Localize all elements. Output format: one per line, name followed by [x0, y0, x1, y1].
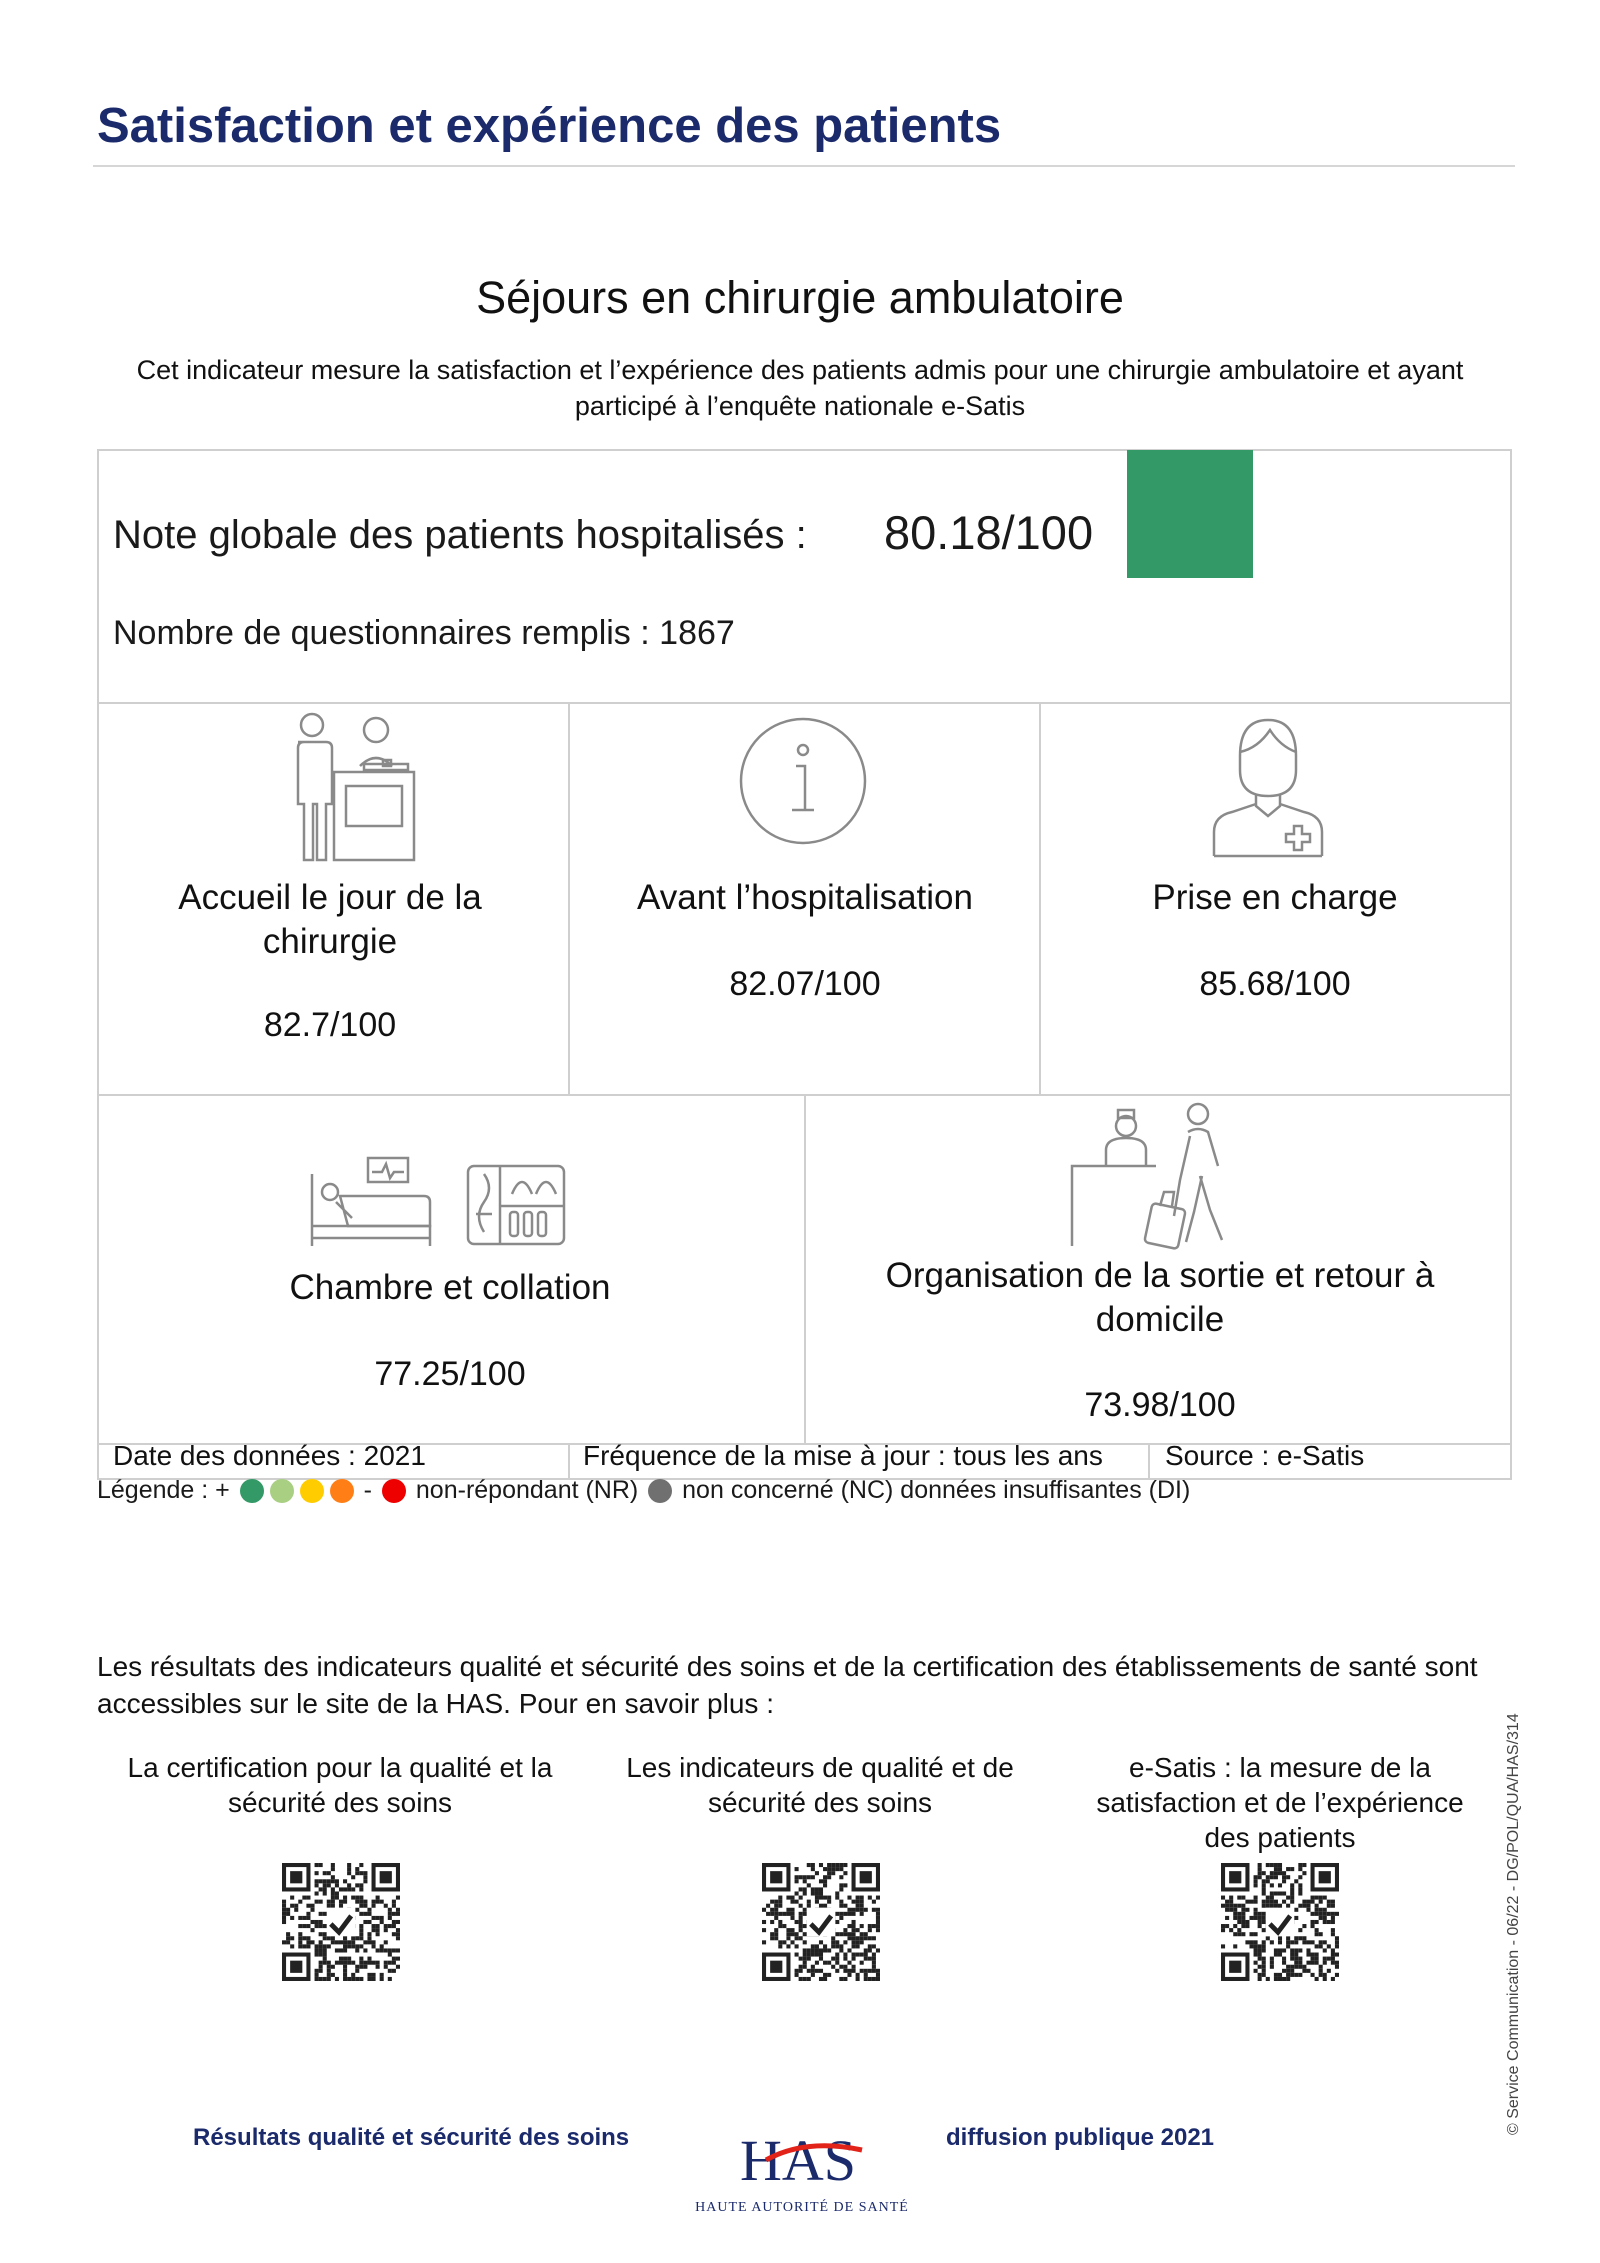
category-title-room: Chambre et collation: [289, 1268, 611, 1307]
qr-code-indicators[interactable]: [762, 1863, 880, 1981]
discharge-icon: [1068, 1096, 1236, 1250]
global-score-value: 80.18/100: [884, 506, 1094, 559]
legend-dot-lightgreen: [270, 1479, 294, 1503]
data-date: Date des données : 2021: [113, 1440, 426, 1471]
qr-code-esatis[interactable]: [1221, 1863, 1339, 1981]
has-logo: [736, 2126, 870, 2190]
nurse-icon: [1210, 716, 1326, 858]
category-title-before: Avant l’hospitalisation: [637, 878, 973, 917]
legend-dot-yellow: [300, 1479, 324, 1503]
link-title-esatis[interactable]: e-Satis : la mesure de la satisfaction et de l’expérience des patients: [1096, 1752, 1464, 1853]
legend-dot-orange: [330, 1479, 354, 1503]
link-title-indicators[interactable]: Les indicateurs de qualité et de sécurité des soins: [626, 1752, 1014, 1818]
title-divider: [93, 165, 1515, 167]
has-logo-subtitle: HAUTE AUTORITÉ DE SANTÉ: [695, 2200, 909, 2215]
category-score-discharge: 73.98/100: [1084, 1386, 1236, 1424]
legend-minus: -: [363, 1476, 372, 1504]
questionnaire-count-value: 1867: [659, 614, 735, 652]
section-subtitle: Séjours en chirurgie ambulatoire: [476, 272, 1124, 323]
questionnaire-count-label: Nombre de questionnaires remplis :: [113, 614, 650, 652]
reception-desk-icon: [272, 710, 418, 862]
section-description: Cet indicateur mesure la satisfaction et l’expérience des patients admis pour une chirurgie ambulatoire et ayant participé à l’enquête nationale e-Satis: [136, 355, 1464, 421]
category-score-reception: 82.7/100: [263, 1006, 397, 1044]
links-intro: Les résultats des indicateurs qualité et sécurité des soins et de la certification des établissements de santé sont accessibles sur le site de la HAS. Pour en savoir plus :: [97, 1651, 1478, 1719]
link-title-certification[interactable]: La certification pour la qualité et la sécurité des soins: [127, 1752, 553, 1818]
page-title: Satisfaction et expérience des patients: [97, 99, 1002, 153]
has-logo-text: HAS: [740, 2128, 857, 2190]
copyright-side-note: © Service Communication - 06/22 - DG/POL/QUA/HAS/314: [1505, 1713, 1522, 2135]
data-source: Source : e-Satis: [1165, 1440, 1365, 1471]
category-score-before: 82.07/100: [729, 965, 881, 1003]
legend-prefix: Légende : +: [97, 1476, 230, 1504]
category-title-discharge: Organisation de la sortie et retour à domicile: [885, 1256, 1435, 1339]
global-score-label: Note globale des patients hospitalisés :: [113, 513, 807, 557]
category-score-care: 85.68/100: [1199, 965, 1351, 1003]
legend-dot-red: [382, 1479, 406, 1503]
legend-nc: non concerné (NC) données insuffisantes (DI): [682, 1476, 1191, 1504]
category-title-care: Prise en charge: [1152, 878, 1398, 917]
category-title-reception: Accueil le jour de la chirurgie: [178, 878, 482, 961]
global-score-color-swatch: [1127, 450, 1253, 578]
questionnaire-count-row: [113, 614, 735, 653]
legend-dot-green: [240, 1479, 264, 1503]
footer-right-text: diffusion publique 2021: [946, 2124, 1215, 2151]
update-frequency: Fréquence de la mise à jour : tous les ans: [583, 1440, 1103, 1471]
legend-dot-grey: [648, 1479, 672, 1503]
footer-left-text: Résultats qualité et sécurité des soins: [193, 2124, 630, 2151]
qr-code-certification[interactable]: [282, 1863, 400, 1981]
info-icon: [738, 716, 868, 846]
legend-nr: non-répondant (NR): [415, 1476, 639, 1504]
bed-and-meal-icon: [308, 1154, 568, 1248]
legend: [97, 1476, 1190, 1505]
category-score-room: 77.25/100: [374, 1355, 526, 1393]
